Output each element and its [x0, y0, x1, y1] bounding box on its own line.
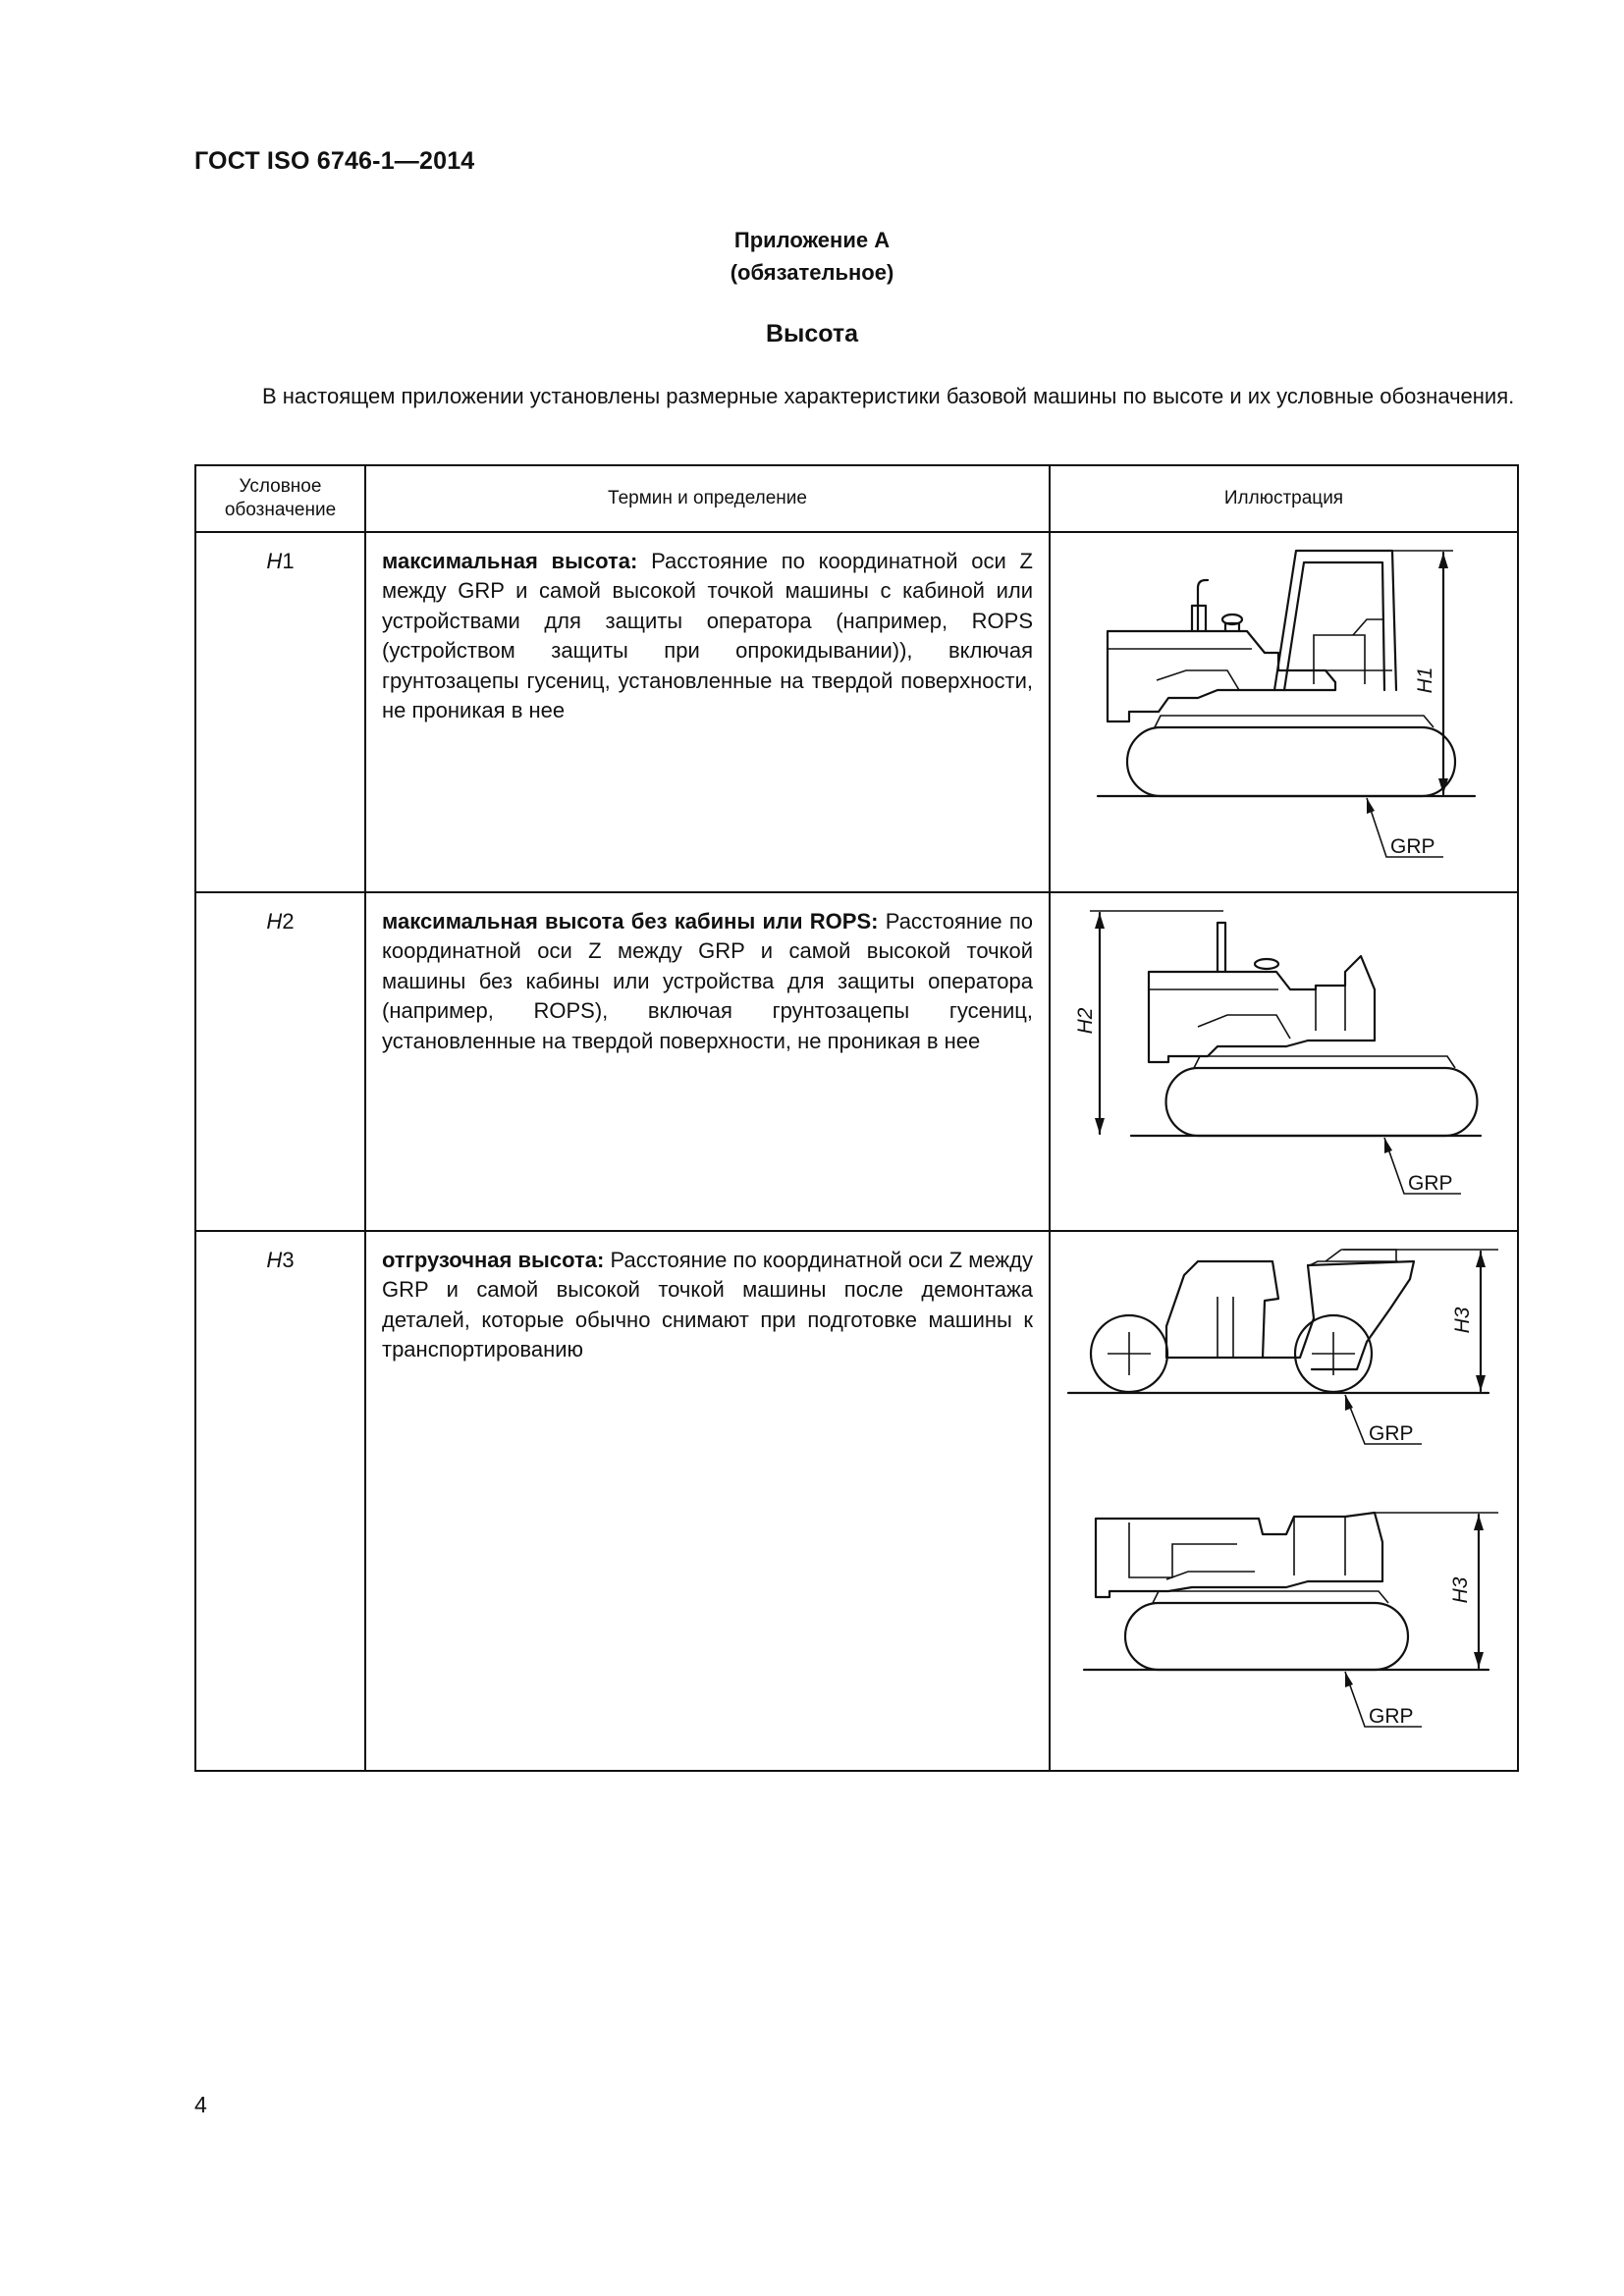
reference-label-grp-tracked: GRP: [1369, 1705, 1414, 1728]
reference-label-grp: GRP: [1408, 1172, 1453, 1195]
dimension-label-h1: H1: [1414, 667, 1436, 694]
terms-table: [194, 464, 1519, 1772]
annex-status: (обязательное): [730, 260, 894, 285]
symbol-cell: H1: [195, 532, 365, 892]
header-illustration: Иллюстрация: [1050, 465, 1518, 532]
bulldozer-without-rops-illustration: [1051, 893, 1517, 1214]
table-row: [195, 532, 1518, 892]
illustration-cell: [1050, 1231, 1518, 1771]
illustration-cell: [1050, 532, 1518, 892]
term-definition: Расстояние по координатной оси Z между GRP и самой высокой точкой машины без кабины или устройства для защиты оператора (например, ROPS), включая грунтозацепы гусениц, установленные на твердой поверхности, не проникая в нее: [382, 909, 1033, 1053]
bulldozer-with-rops-illustration: [1051, 533, 1517, 876]
illustration-cell: [1050, 892, 1518, 1231]
term-definition: Расстояние по координатной оси Z между GRP и самой высокой точкой машины с кабиной или устройствами для защиты оператора (например, ROPS (устройством защиты при опрокидывании)), включая грунтозацепы гусениц, установленные на твердой поверхности, не проникая в нее: [382, 549, 1033, 723]
symbol-cell: H2: [195, 892, 365, 1231]
document-header: ГОСТ ISO 6746-1—2014: [194, 147, 475, 175]
shipping-height-illustrations: [1051, 1232, 1517, 1754]
page-number: 4: [194, 2092, 207, 2117]
symbol-cell: H3: [195, 1231, 365, 1771]
term-definition: Расстояние по координатной оси Z между GRP и самой высокой точкой машины после демонтажа деталей, которые обычно снимают при подготовке машины к транспортированию: [382, 1248, 1033, 1362]
table-header-row: [195, 465, 1518, 532]
term-cell: [365, 1231, 1050, 1771]
term-name: максимальная высота:: [382, 549, 638, 573]
dimension-label-h3-tracked: H3: [1449, 1576, 1472, 1604]
section-title: Высота: [765, 320, 859, 347]
dimension-label-h2: H2: [1074, 1007, 1097, 1035]
table-row: [195, 892, 1518, 1231]
dimension-label-h3-wheeled: H3: [1451, 1307, 1474, 1334]
header-symbol: Условное обозначение: [195, 465, 365, 532]
header-term: Термин и определение: [365, 465, 1050, 532]
annex-title: Приложение А: [733, 228, 891, 252]
intro-paragraph: В настоящем приложении установлены размерные характеристики базовой машины по высоте и их условные обозначения.: [262, 384, 1515, 408]
term-cell: [365, 892, 1050, 1231]
term-name: отгрузочная высота:: [382, 1248, 605, 1272]
annex-heading: [0, 224, 1624, 289]
table-row: [195, 1231, 1518, 1771]
reference-label-grp: GRP: [1390, 835, 1435, 858]
term-cell: [365, 532, 1050, 892]
reference-label-grp-wheeled: GRP: [1369, 1422, 1414, 1445]
term-name: максимальная высота без кабины или ROPS:: [382, 909, 879, 934]
